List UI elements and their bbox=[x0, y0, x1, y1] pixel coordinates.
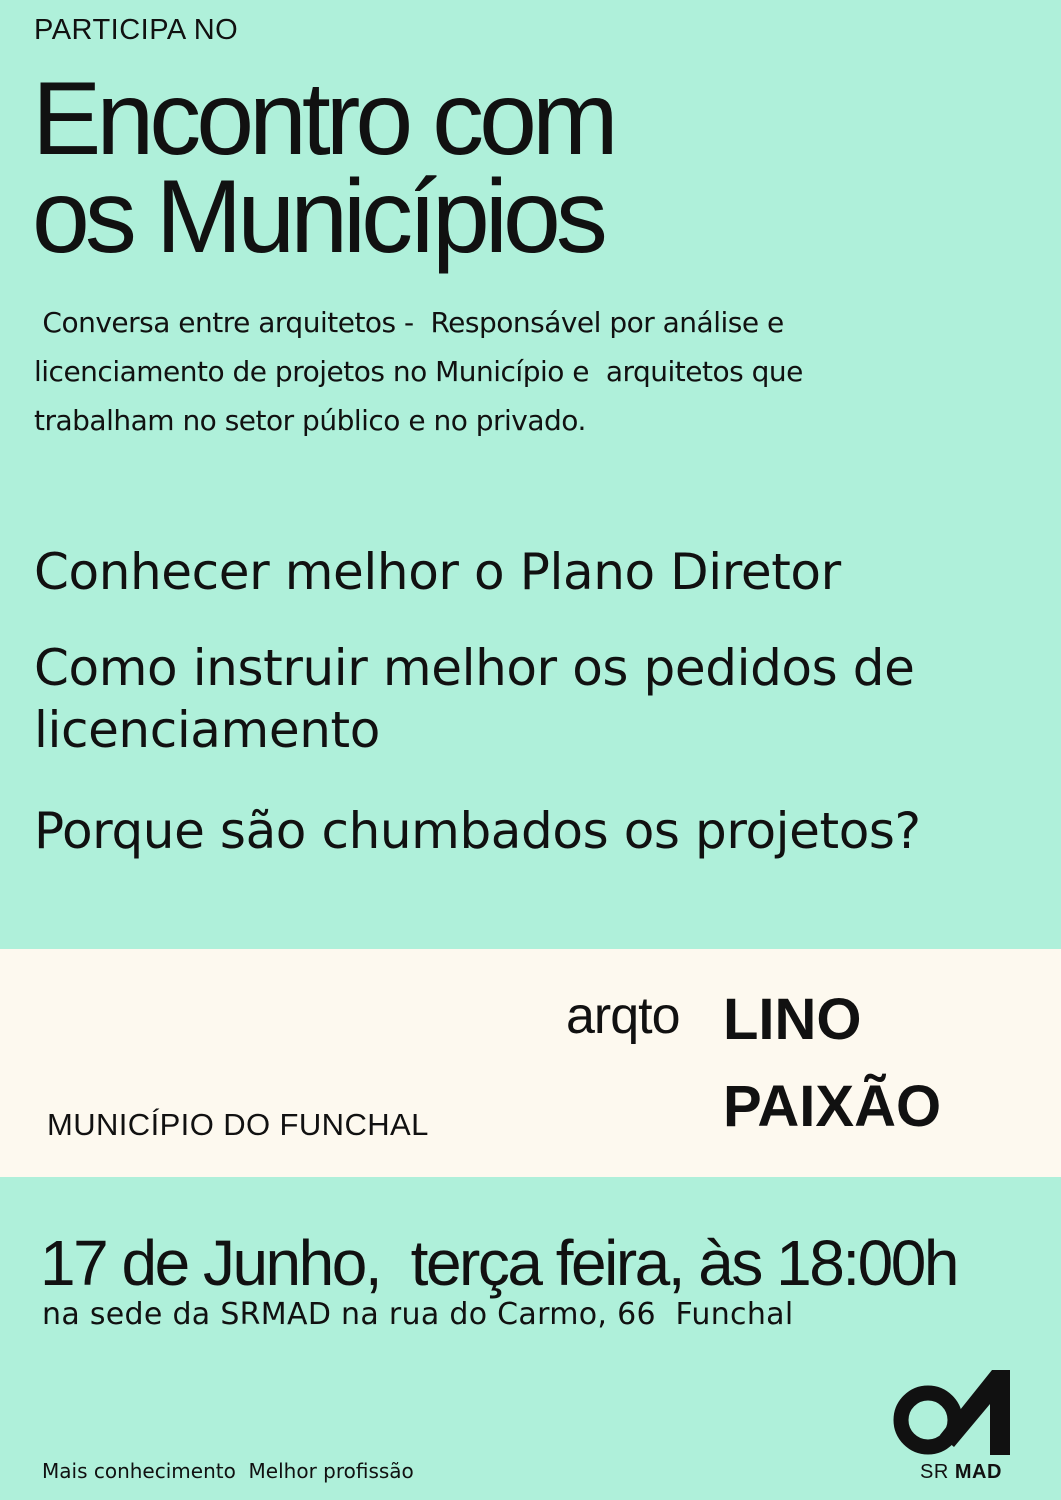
topic-item bbox=[34, 800, 921, 862]
topic-line: Como instruir melhor os pedidos de bbox=[34, 639, 915, 697]
event-date: 17 de Junho, terça feira, às 18:00h bbox=[40, 1227, 957, 1299]
topic-line: Porque são chumbados os projetos? bbox=[34, 802, 921, 860]
speaker-first-name: LINO bbox=[723, 987, 862, 1052]
title-line-2: os Municípios bbox=[32, 159, 603, 275]
logo-wordmark bbox=[920, 1461, 1002, 1484]
intro-line: licenciamento de projetos no Município e arquitetos que bbox=[34, 355, 803, 388]
event-venue: na sede da SRMAD na rua do Carmo, 66 Funchal bbox=[42, 1297, 794, 1332]
logo-prefix: SR bbox=[920, 1461, 949, 1483]
speaker-last-name: PAIXÃO bbox=[723, 1074, 942, 1139]
kicker-text: PARTICIPA NO bbox=[34, 14, 239, 46]
intro-paragraph bbox=[34, 298, 803, 445]
tagline: Mais conhecimento Melhor profissão bbox=[42, 1459, 414, 1483]
intro-line: trabalham no setor público e no privado. bbox=[34, 404, 586, 437]
title-line-1: Encontro com bbox=[32, 61, 614, 177]
srmad-logo-icon bbox=[888, 1368, 1010, 1455]
speaker-title-prefix: arqto bbox=[566, 987, 680, 1045]
municipality-label: MUNICÍPIO DO FUNCHAL bbox=[47, 1107, 429, 1142]
topic-item bbox=[34, 541, 841, 603]
topic-item bbox=[34, 637, 914, 761]
logo-name: MAD bbox=[954, 1461, 1002, 1483]
topic-line: Conhecer melhor o Plano Diretor bbox=[34, 543, 841, 601]
intro-line: Conversa entre arquitetos - Responsável por análise e bbox=[34, 306, 784, 339]
page-title bbox=[32, 61, 614, 275]
topic-line: licenciamento bbox=[34, 701, 380, 759]
